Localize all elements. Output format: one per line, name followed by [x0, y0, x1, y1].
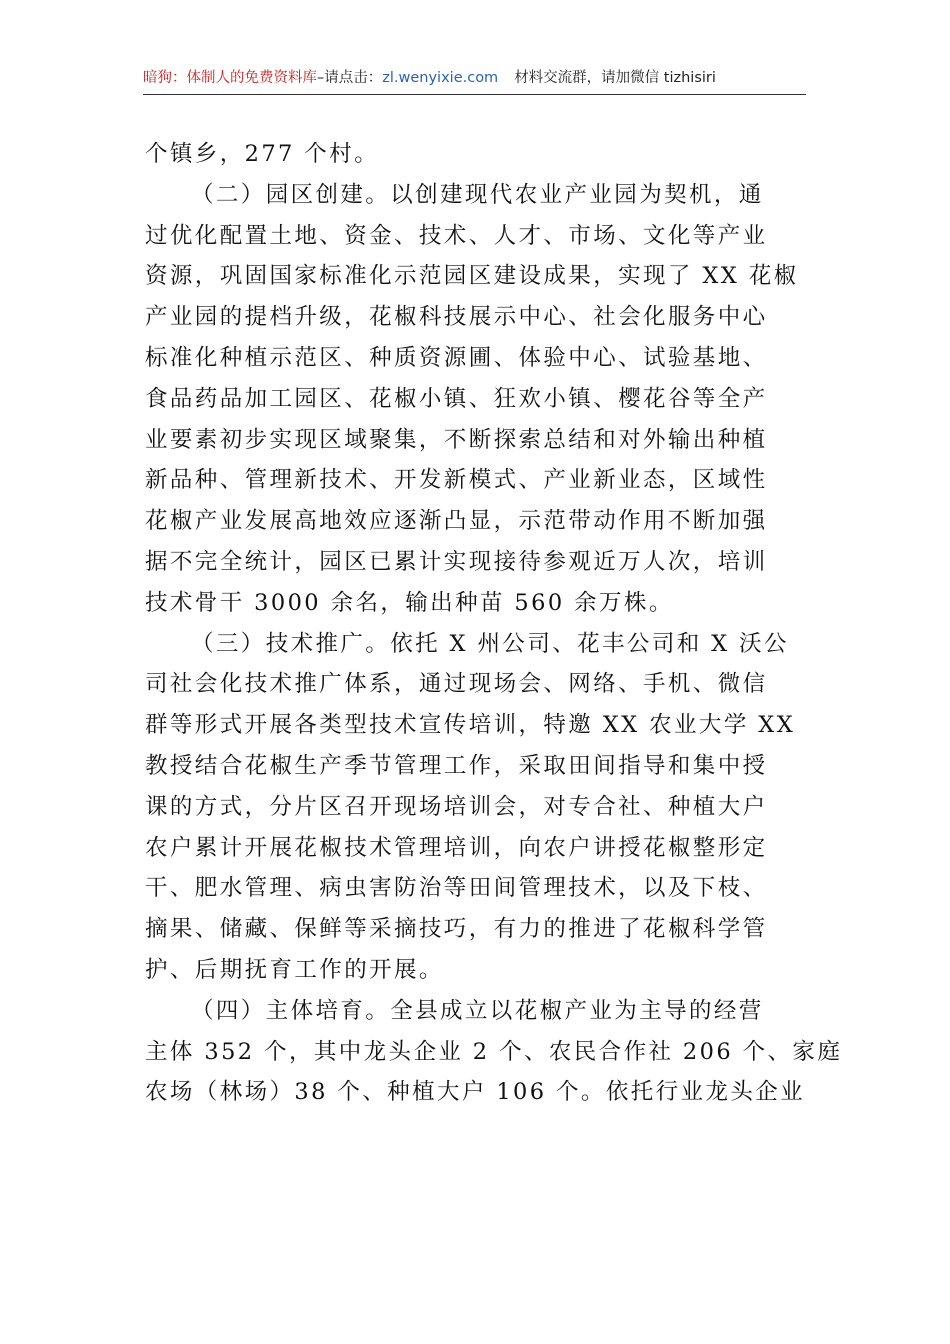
section-heading-line: （二）园区创建。以创建现代农业产业园为契机，通 — [191, 181, 764, 208]
text-line: 资源，巩固国家标准化示范园区建设成果，实现了 XX 花椒 — [145, 263, 799, 290]
header-group-text: 材料交流群，请加微信 tizhisiri — [514, 70, 716, 86]
text-line: 技术骨干 3000 余名，输出种苗 560 余万株。 — [145, 589, 674, 616]
section-heading-line: （三）技术推广。依托 X 州公司、花丰公司和 X 沃公 — [191, 630, 789, 657]
text-line: 个镇乡，277 个村。 — [145, 141, 379, 167]
text-line: 食品药品加工园区、花椒小镇、狂欢小镇、樱花谷等全产 — [145, 385, 768, 412]
text-line: 花椒产业发展高地效应逐渐凸显，示范带动作用不断加强 — [145, 508, 768, 535]
text-line: 课的方式，分片区召开现场培训会，对专合社、种植大户 — [145, 793, 768, 820]
section-heading-line: （四）主体培育。全县成立以花椒产业为主导的经营 — [191, 997, 764, 1024]
text-line: 农户累计开展花椒技术管理培训，向农户讲授花椒整形定 — [145, 834, 768, 861]
header-url-link[interactable]: zl.wenyixie.com — [382, 70, 499, 86]
text-line: 护、后期抚育工作的开展。 — [145, 956, 444, 983]
text-line: 摘果、储藏、保鲜等采摘技巧，有力的推进了花椒科学管 — [145, 916, 768, 943]
text-line: 教授结合花椒生产季节管理工作，采取田间指导和集中授 — [145, 752, 768, 779]
text-line: 司社会化技术推广体系，通过现场会、网络、手机、微信 — [145, 671, 768, 698]
text-line: 标准化种植示范区、种质资源圃、体验中心、试验基地、 — [145, 344, 768, 371]
header-click-label: –请点击： — [317, 70, 383, 86]
text-line: 主体 352 个，其中龙头企业 2 个、农民合作社 206 个、家庭 — [145, 1038, 843, 1065]
text-line: 过优化配置土地、资金、技术、人才、市场、文化等产业 — [145, 222, 768, 249]
text-line: 农场（林场）38 个、种植大户 106 个。依托行业龙头企业 — [145, 1079, 806, 1106]
document-body — [145, 134, 843, 1113]
header-divider — [143, 94, 806, 95]
text-line: 群等形式开展各类型技术宣传培训，特邀 XX 农业大学 XX — [145, 712, 796, 739]
text-line: 产业园的提档升级，花椒科技展示中心、社会化服务中心 — [145, 304, 768, 331]
text-line: 据不完全统计，园区已累计实现接待参观近万人次，培训 — [145, 548, 768, 575]
text-line: 干、肥水管理、病虫害防治等田间管理技术，以及下枝、 — [145, 875, 768, 902]
text-line: 业要素初步实现区域聚集，不断探索总结和对外输出种植 — [145, 426, 768, 453]
header-brand: 暗狗：体制人的免费资料库 — [143, 70, 317, 86]
text-line: 新品种、管理新技术、开发新模式、产业新业态，区域性 — [145, 467, 768, 494]
page-header — [143, 66, 806, 94]
